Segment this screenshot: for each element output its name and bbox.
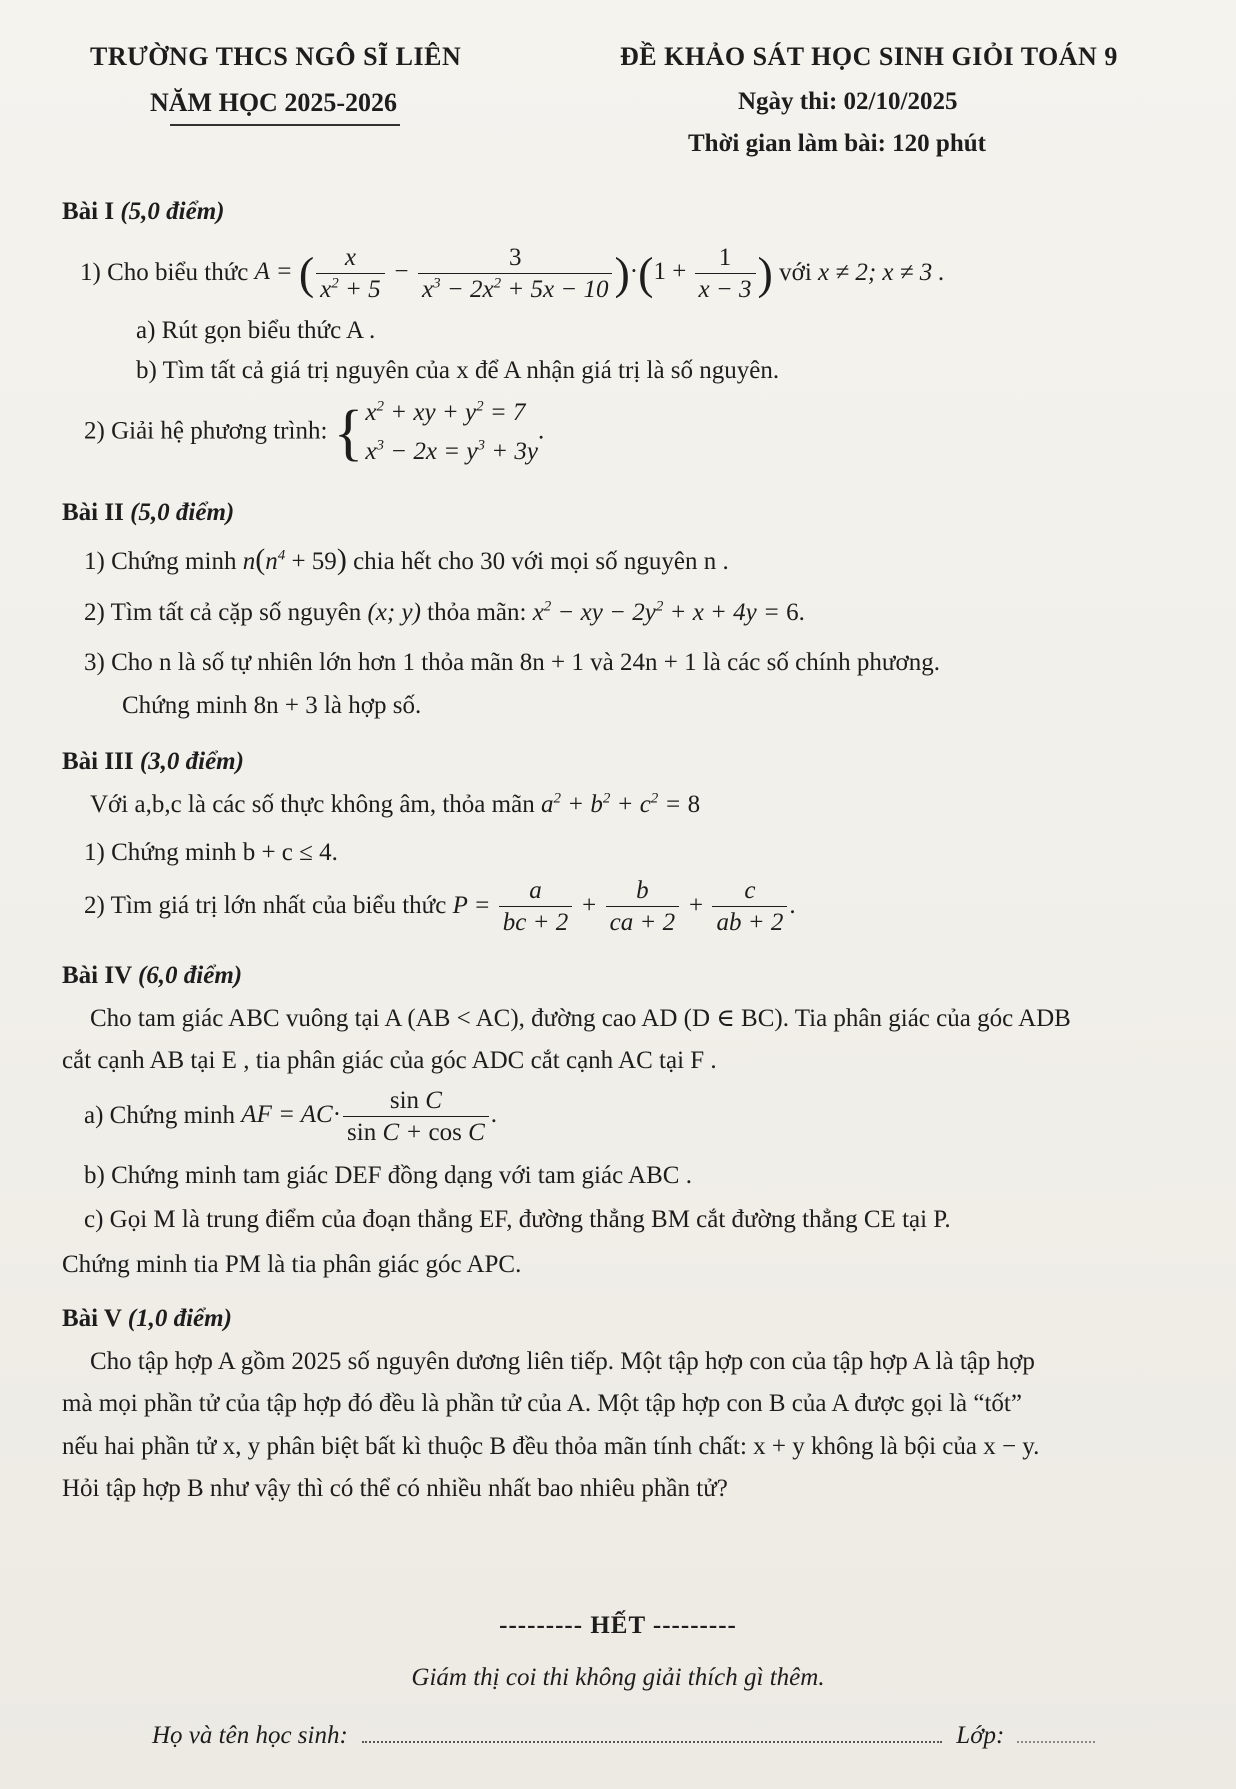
problem-3-intro-text: Với a,b,c là các số thực không âm, thỏa mãn: [90, 790, 535, 818]
exam-content: [62, 196, 1202, 1506]
problem-2-2: [62, 597, 1202, 630]
section-5-points: (1,0 điểm): [127, 1305, 232, 1333]
school-name: TRƯỜNG THCS NGÔ SĨ LIÊN: [90, 42, 462, 71]
problem-1-1-condition: x ≠ 2; x ≠ 3 .: [818, 258, 945, 286]
problem-5-line3: nếu hai phần tử x, y phân biệt bất kì thuộc B đều thỏa mãn tính chất: x + y không là bội của x − y.: [62, 1432, 1040, 1460]
problem-4-line2: cắt cạnh AB tại E , tia phân giác của góc ADC cắt cạnh AC tại F .: [62, 1047, 717, 1074]
problem-3-intro: [62, 789, 1202, 822]
section-4-points: (6,0 điểm): [137, 962, 243, 989]
expression-P: P = $\frac{a}{bc + 2}$ + $\frac{b}{ca + 2}$ + $\frac{c}{ab + 2}$ .: [452, 876, 796, 936]
student-info-line: [152, 1722, 1095, 1750]
problem-2-2-tail: thỏa mãn:: [427, 598, 527, 626]
section-3-label: Bài III: [62, 748, 134, 776]
student-name-label: Họ và tên học sinh:: [152, 1722, 348, 1749]
expression-AF: AF = AC· $\frac{\text{sin C}}{\text{sin C + cos C}}$ .: [241, 1086, 498, 1146]
problem-2-3-line1: 3) Cho n là số tự nhiên lớn hơn 1 thỏa mãn 8n + 1 và 24n + 1 là các số chính phương.: [84, 649, 940, 677]
problem-2-1-intro: 1) Chứng minh: [84, 547, 237, 575]
problem-2-3-line2: Chứng minh 8n + 3 là hợp số.: [122, 691, 422, 719]
expression-A: A = ( $\frac{x}{x^2 + 5}$ − $\frac{3}{x^3 - 2x^2 + 5x - 10}$ )·(1 + $\frac{1}{x - 3}$ ): [254, 243, 773, 303]
equation-system: $x^2$ + xy + $y^2 = 7$ $x^3 - 2x = y^3 + 3y$: [365, 398, 538, 465]
problem-4c-line1: c) Gọi M là trung điểm của đoạn thẳng EF, đường thẳng BM cắt đường thẳng CE tại P.: [84, 1206, 951, 1234]
diophantine-equation: $x^2$ − xy − $2y^2 + x + 4y = 6$.: [532, 598, 805, 626]
problem-2-1: [62, 540, 1202, 579]
problem-3-1: 1) Chứng minh b + c ≤ 4.: [84, 839, 338, 867]
problem-1-2-intro: 2) Giải hệ phương trình:: [84, 417, 328, 445]
constraint-equation: $a^2 + b^2 + c^2 = 8$: [540, 790, 701, 818]
problem-1-1-cond-word: với: [779, 258, 812, 286]
proctor-note: Giám thị coi thi không giải thích gì thêm.: [411, 1664, 825, 1691]
section-1-points: (5,0 điểm): [120, 198, 225, 225]
problem-3-2-intro: 2) Tìm giá trị lớn nhất của biểu thức: [84, 891, 447, 919]
exam-date: Ngày thi: 02/10/2025: [738, 88, 958, 115]
section-4-label: Bài IV: [62, 962, 132, 989]
problem-2-2-pair: (x; y): [367, 598, 421, 626]
problem-4c-line2: Chứng minh tia PM là tia phân giác góc APC.: [62, 1250, 522, 1278]
problem-1-1b: b) Tìm tất cả giá trị nguyên của x để A nhận giá trị là số nguyên.: [136, 357, 780, 385]
problem-1-1: [62, 243, 1202, 305]
year-underline: [170, 124, 400, 126]
section-3-points: (3,0 điểm): [139, 748, 244, 776]
problem-4a: [62, 1086, 1202, 1148]
problem-5-line2: mà mọi phần tử của tập hợp đó đều là phần tử của A. Một tập hợp con B của A được gọi là “tốt”: [62, 1390, 1022, 1418]
section-4-title: [62, 960, 1202, 993]
section-5-label: Bài V: [62, 1305, 122, 1333]
section-2-title: [62, 497, 1202, 530]
class-label: Lớp:: [956, 1722, 1005, 1749]
section-5-title: [62, 1303, 1202, 1336]
student-name-blank: [362, 1723, 942, 1743]
section-1-label: Bài I: [62, 198, 115, 225]
class-blank: [1017, 1723, 1095, 1743]
expression-n: $n(n^4 + 59)$: [242, 542, 347, 576]
section-3-title: [62, 746, 1202, 779]
problem-5-line1: Cho tập hợp A gồm 2025 số nguyên dương liên tiếp. Một tập hợp con của tập hợp A là tập hợp: [90, 1347, 1035, 1375]
problem-3-2: [62, 876, 1202, 938]
problem-1-1a: a) Rút gọn biểu thức A .: [136, 316, 376, 344]
section-2-points: (5,0 điểm): [130, 499, 235, 527]
problem-4b: b) Chứng minh tam giác DEF đồng dạng với tam giác ABC .: [84, 1161, 692, 1189]
section-2-label: Bài II: [62, 499, 124, 527]
problem-2-2-intro: 2) Tìm tất cả cặp số nguyên: [84, 598, 362, 626]
problem-1-1-intro: 1) Cho biểu thức: [80, 258, 249, 286]
section-1-title: [62, 196, 1202, 229]
problem-2-1-tail: chia hết cho 30 với mọi số nguyên n .: [353, 547, 729, 575]
school-year: NĂM HỌC 2025-2026: [150, 88, 397, 117]
problem-4a-intro: a) Chứng minh: [84, 1101, 236, 1129]
end-marker: --------- HẾT ---------: [499, 1612, 737, 1639]
exam-title: ĐỀ KHẢO SÁT HỌC SINH GIỎI TOÁN 9: [620, 42, 1118, 71]
exam-time: Thời gian làm bài: 120 phút: [688, 130, 986, 157]
problem-1-2: 2) Giải hệ phương trình: {$x^2$ + xy + $y^2 = 7$ $x^3 - 2x = y^3 + 3y$.: [62, 394, 1202, 472]
problem-4-line1: Cho tam giác ABC vuông tại A (AB < AC), đường cao AD (D ∈ BC). Tia phân giác của góc ADB: [90, 1004, 1071, 1032]
problem-5-line4: Hỏi tập hợp B như vậy thì có thể có nhiều nhất bao nhiêu phần tử?: [62, 1475, 728, 1503]
